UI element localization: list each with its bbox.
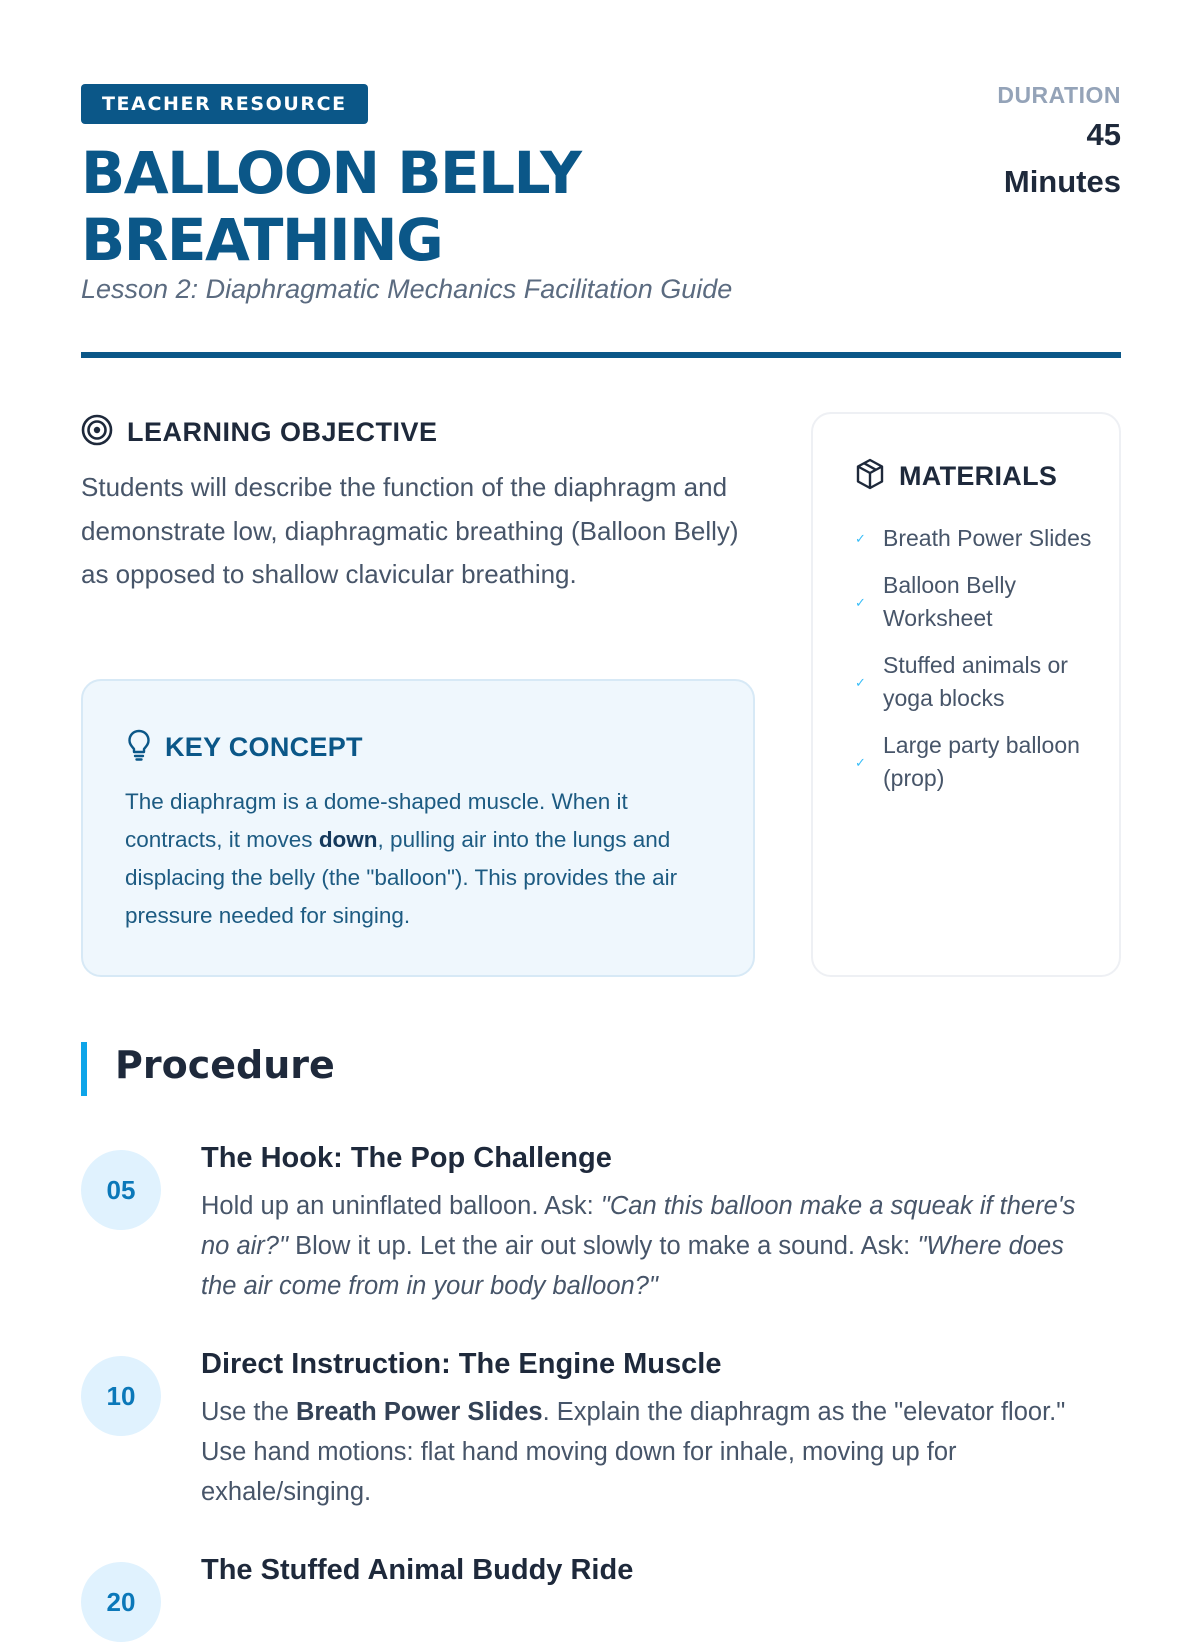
step-quote: "Can this balloon make a squeak if there's no air?" bbox=[201, 1192, 1076, 1260]
step-minutes-badge: 10 bbox=[81, 1356, 161, 1436]
title-line-1: BALLOON BELLY bbox=[81, 139, 581, 207]
materials-item-label: Breath Power Slides bbox=[883, 525, 1092, 551]
procedure-heading: Procedure bbox=[115, 1043, 335, 1087]
step-text: Hold up an uninflated balloon. Ask: bbox=[201, 1192, 601, 1220]
step-description bbox=[201, 1186, 1106, 1306]
lesson-page bbox=[81, 0, 1121, 1617]
materials-heading-text: MATERIALS bbox=[899, 461, 1058, 491]
lightbulb-icon bbox=[127, 729, 151, 766]
key-concept-emphasis: down bbox=[318, 827, 378, 852]
key-concept-text-part: , pulling air into the lungs and displacing the belly (the "balloon"). This provides the air pressure needed for singing. bbox=[125, 827, 678, 928]
step-title: Direct Instruction: The Engine Muscle bbox=[201, 1348, 722, 1380]
materials-item bbox=[855, 522, 1095, 555]
step-text: Use the bbox=[201, 1398, 296, 1426]
check-icon: ✓ bbox=[855, 754, 866, 770]
key-concept-text-part: The diaphragm is a dome-shaped muscle. When it contracts, it moves bbox=[125, 789, 628, 852]
materials-item bbox=[855, 649, 1095, 715]
check-icon: ✓ bbox=[855, 531, 866, 546]
materials-card bbox=[811, 412, 1121, 977]
key-concept-text bbox=[125, 783, 715, 935]
materials-item-label: Balloon Belly Worksheet bbox=[883, 572, 1016, 631]
materials-heading bbox=[855, 458, 1057, 495]
step-description bbox=[201, 1392, 1106, 1512]
duration-label: DURATION bbox=[997, 82, 1121, 108]
page-title bbox=[81, 140, 841, 274]
step-minutes-badge: 20 bbox=[81, 1562, 161, 1642]
key-concept-card bbox=[81, 679, 755, 977]
key-concept-heading-text: KEY CONCEPT bbox=[165, 732, 363, 762]
duration-unit: Minutes bbox=[1003, 164, 1121, 199]
duration-number: 45 bbox=[1086, 117, 1121, 152]
step-minutes-badge: 05 bbox=[81, 1150, 161, 1230]
check-icon: ✓ bbox=[855, 594, 866, 610]
title-line-2: BREATHING bbox=[81, 206, 443, 274]
materials-item bbox=[855, 729, 1095, 795]
objective-heading-text: LEARNING OBJECTIVE bbox=[127, 417, 438, 447]
objective-text: Students will describe the function of the diaphragm and demonstrate low, diaphragmatic breathing (Balloon Belly) as opposed to shallow clavicular breathing. bbox=[81, 472, 739, 589]
procedure-accent-bar bbox=[81, 1042, 87, 1096]
step-title: The Hook: The Pop Challenge bbox=[201, 1142, 612, 1174]
materials-item bbox=[855, 569, 1095, 635]
package-icon bbox=[855, 458, 885, 495]
step-emphasis: Breath Power Slides bbox=[295, 1398, 543, 1426]
objective-heading bbox=[81, 414, 438, 451]
header-divider bbox=[81, 352, 1121, 358]
duration-value bbox=[997, 111, 1121, 205]
duration-block bbox=[997, 82, 1121, 205]
key-concept-heading bbox=[127, 729, 363, 766]
target-icon bbox=[81, 414, 113, 451]
materials-item-label: Stuffed animals or yoga blocks bbox=[883, 652, 1068, 711]
teacher-resource-badge: TEACHER RESOURCE bbox=[81, 84, 368, 124]
materials-list bbox=[855, 522, 1095, 809]
step-text: Blow it up. Let the air out slowly to make a sound. Ask: bbox=[288, 1232, 918, 1260]
step-text: . Explain the diaphragm as the "elevator floor." Use hand motions: flat hand moving down for inhale, moving up for exhale/singing. bbox=[201, 1398, 1066, 1506]
materials-item-label: Large party balloon (prop) bbox=[883, 732, 1080, 791]
step-quote: "Where does the air come from in your body balloon?" bbox=[201, 1232, 1064, 1300]
check-icon: ✓ bbox=[855, 674, 866, 690]
lesson-subtitle: Lesson 2: Diaphragmatic Mechanics Facilitation Guide bbox=[81, 274, 733, 304]
step-title: The Stuffed Animal Buddy Ride bbox=[201, 1554, 634, 1586]
